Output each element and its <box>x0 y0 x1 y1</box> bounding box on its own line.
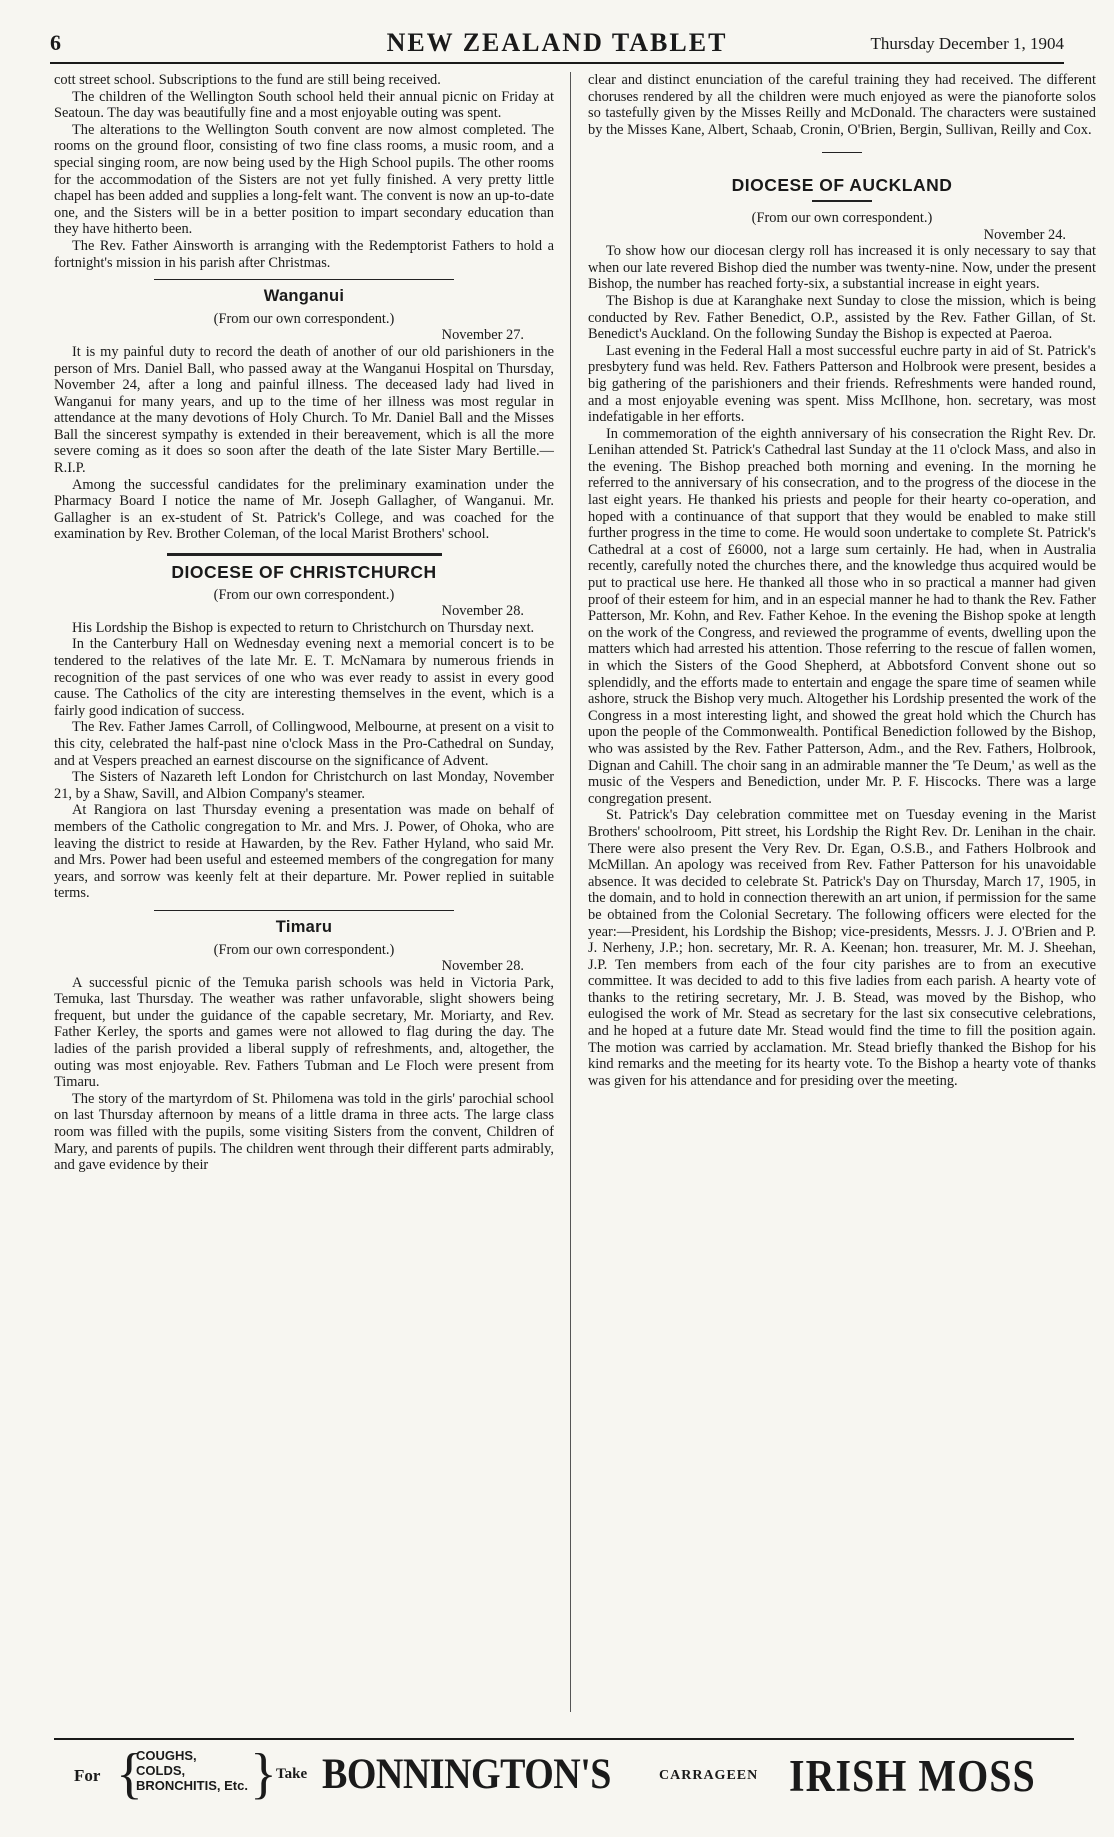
brace-icon: { <box>116 1743 143 1805</box>
brace-icon: } <box>250 1743 277 1805</box>
paragraph: At Rangiora on last Thursday evening a presentation was made on behalf of members of the Catholic congregation to Mr. and Mrs. J. Power, of Ohoka, who are leaving the district to reside at Hawarden, by the Rev. Father Hyland, who said Mr. and Mrs. Power had been useful and esteemed members of the congregation for many years, and sorrow was keenly felt at their departure. Mr. Power replied in suitable terms. <box>54 802 554 902</box>
paragraph: clear and distinct enunciation of the careful training they had received. The different choruses rendered by all the children were much enjoyed as were the pianoforte solos so tastefully given by the Misses Reilly and McDonald. The characters were sustained by the Misses Kane, Albert, Schaab, Cronin, O'Brien, Bergin, Sullivan, Reilly and Cox. <box>588 72 1096 138</box>
ad-product: IRISH MOSS <box>789 1749 1036 1802</box>
section-rule <box>812 200 873 202</box>
section-title-auckland: DIOCESE OF AUCKLAND <box>731 175 953 196</box>
paragraph: The Rev. Father James Carroll, of Collingwood, Melbourne, at present on a visit to this city, celebrated the half-past nine o'clock Mass in the Pro-Cathedral on Sunday, and at Vespers preached an earnest discourse on the significance of Advent. <box>54 719 554 769</box>
section-rule <box>822 152 863 153</box>
paragraph: In the Canterbury Hall on Wednesday evening next a memorial concert is to be tendered to the relatives of the late Mr. E. T. McNamara by numerous friends in recognition of the past services of one who was ever ready to assist in every good cause. The Catholics of the city are interesting themselves in the event, which is a fairly good indication of success. <box>54 636 554 719</box>
paragraph: The Bishop is due at Karanghake next Sunday to close the mission, which is being conducted by Rev. Father Benedict, O.P., assisted by the Rev. Father Gillan, of St. Benedict's Auckland. On the following Sunday the Bishop is expected at Paeroa. <box>588 292 1096 343</box>
ad-ailments <box>136 1748 248 1793</box>
page-header <box>50 28 1064 64</box>
ad-ailment: COUGHS, <box>136 1748 197 1763</box>
ad-for: For <box>74 1766 101 1785</box>
paragraph: The Sisters of Nazareth left London for Christchurch on last Monday, November 21, by a Shaw, Savill, and Albion Company's steamer. <box>54 769 554 802</box>
paragraph: A successful picnic of the Temuka parish schools was held in Victoria Park, Temuka, last Thursday. The weather was rather unfavorable, slight showers being frequent, but under the guidance of the capable secretary, Mr. Moriarty, and Rev. Father Kerley, the sports and games were not allowed to flag during the day. The ladies of the parish provided a liberal supply of refreshments, and, altogether, the outing was most enjoyable. Rev. Fathers Tubman and Le Floch were present from Timaru. <box>54 974 554 1091</box>
paragraph: To show how our diocesan clergy roll has increased it is only necessary to say that when our late revered Bishop died the number was twenty-nine. Now, under the present Bishop, the number has reached forty-six, a substantial increase in eight years. <box>588 243 1096 293</box>
masthead: NEW ZEALAND TABLET <box>386 28 728 57</box>
dateline: November 24. <box>983 226 1066 243</box>
dateline: November 27. <box>441 327 524 344</box>
ad-carrageen: CARRAGEEN <box>659 1768 759 1783</box>
ad-brand: BONNINGTON'S <box>322 1749 611 1799</box>
paragraph: The Rev. Father Ainsworth is arranging with the Redemptorist Fathers to hold a fortnight's mission in his parish after Christmas. <box>54 237 554 271</box>
dateline: November 28. <box>441 603 524 620</box>
section-title-wanganui: Wanganui <box>263 287 345 306</box>
byline: (From our own correspondent.) <box>751 209 933 226</box>
paragraph: Last evening in the Federal Hall a most successful euchre party in aid of St. Patrick's presbytery fund was held. Rev. Fathers Patterson and Holbrook were present, besides a big gathering of the parishioners and their friends. Refreshments were handed round, and a most enjoyable evening was spent. Miss McIlhone, hon. secretary, was most indefatigable in her efforts. <box>588 342 1096 426</box>
section-rule <box>154 279 454 280</box>
section-rule <box>154 910 454 911</box>
page-number: 6 <box>50 30 61 55</box>
section-rule <box>167 553 442 556</box>
ad-take: Take <box>276 1766 308 1782</box>
paragraph: The alterations to the Wellington South convent are now almost completed. The rooms on the ground floor, consisting of two fine class rooms, a music room, and a special singing room, are now being used by the High School pupils. The other rooms for the accommodation of the Sisters are not yet fully finished. A very pretty little chapel has been added and supplies a long-felt want. The convent is now an up-to-date one, and the Sisters will be in a better position to impart secondary education than they have hitherto been. <box>54 121 554 238</box>
paragraph: cott street school. Subscriptions to the fund are still being received. <box>54 72 441 88</box>
paragraph: The children of the Wellington South school held their annual picnic on Friday at Seatoun. The day was beautifully fine and a most enjoyable outing was spent. <box>54 88 554 122</box>
dateline: November 28. <box>441 958 524 975</box>
ad-ailment: BRONCHITIS, Etc. <box>136 1778 248 1793</box>
paragraph: St. Patrick's Day celebration committee met on Tuesday evening in the Marist Brothers' schoolroom, Pitt street, his Lordship the Right Rev. Dr. Lenihan in the chair. There were also present the Very Rev. Dr. Egan, O.S.B., and Fathers Holbrook and McMillan. An apology was received from Rev. Father Patterson for his unavoidable absence. It was decided to celebrate St. Patrick's Day on Thursday, March 17, 1905, in the domain, and to hold in connection therewith an art union, if permission for the same be obtained from the Colonial Secretary. The following officers were elected for the year:—President, his Lordship the Bishop; vice-presidents, Messrs. J. J. O'Brien and P. J. Nerheny, J.P.; hon. secretary, Mr. R. A. Keenan; hon. treasurer, Mr. M. J. Sheehan, J.P. Ten members from each of the four city parishes are to from an executive committee. It was decided to add to this five ladies from each parish. A hearty vote of thanks to the retiring secretary, Mr. J. B. Stead, was moved by the Bishop, who eulogised the work of Mr. Stead as secretary for the last six consecutive celebrations, and he hoped at a future date Mr. Stead would find the time to fill the position again. The motion was carried by acclamation. Mr. Stead briefly thanked the Bishop for his kind remarks and the meeting for its hearty vote. To the Bishop a hearty vote of thanks was given for his attendance and for presiding over the meeting. <box>588 807 1096 1089</box>
ad-ailment: COLDS, <box>136 1763 186 1778</box>
right-column <box>588 72 1096 1720</box>
section-title-christchurch: DIOCESE OF CHRISTCHURCH <box>171 562 437 583</box>
byline: (From our own correspondent.) <box>213 586 395 603</box>
section-title-timaru: Timaru <box>275 917 333 936</box>
paragraph: Among the successful candidates for the preliminary examination under the Pharmacy Board I notice the name of Mr. Joseph Gallagher, of Wanganui. Mr. Gallagher is an ex-student of St. Patrick's College, and was coached for the examination by Rev. Brother Coleman, of the local Marist Brothers' school. <box>54 476 554 543</box>
paragraph: His Lordship the Bishop is expected to return to Christchurch on Thursday next. <box>72 619 535 636</box>
byline: (From our own correspondent.) <box>213 941 395 958</box>
issue-date: Thursday December 1, 1904 <box>870 34 1064 53</box>
paragraph: It is my painful duty to record the death of another of our old parishioners in the person of Mrs. Daniel Ball, who passed away at the Wanganui Hospital on Thursday, November 24, after a long and painful illness. The deceased lady had lived in Wanganui for many years, and up to the time of her illness was most regular in attendance at the many devotions of Holy Church. To Mr. Daniel Ball and the Misses Ball the sincerest sympathy is extended in their bereavement, which is all the more severe coming as it does so soon after the death of the late Sister Mary Bertille.—R.I.P. <box>54 343 554 477</box>
left-column <box>54 72 554 1720</box>
advertisement <box>54 1738 1074 1808</box>
paragraph: In commemoration of the eighth anniversary of his consecration the Right Rev. Dr. Lenihan attended St. Patrick's Cathedral last Sunday at the 11 o'clock Mass, and also in the evening. The Bishop preached both morning and evening. In the morning he referred to the anniversary of his consecration, and to the progress of the diocese in the last eight years. He thanked his priests and people for their hearty co-operation, and hoped with a continuance of that support that they would be enabled to make still further progress in the time to come. He would soon undertake to complete St. Patrick's Cathedral at a cost of £6000, not a large sum certainly. He had, when in Australia recently, carefully noted the churches there, and the knowledge thus acquired would be put to practical use here. He thanked all those who in so practical a manner had given proof of their esteem for him, and in an especial manner he had to thank the Rev. Father Patterson, Mr. Kohn, and Rev. Father Kehoe. In the evening the Bishop spoke at length on the work of the Congress, and reviewed the programme of events, dwelling upon the matters which had arrested his attention. Those referring to the rescue of fallen women, in which the Sisters of the Good Shepherd, at Abbotsford Convent shone out so splendidly, and the efforts made to entertain and engage the spare time of seamen while ashore, struck the Bishop very much. Altogether his Lordship presented the work of the Congress in a most interesting light, and showed the great hold which the Church has upon the people of the Commonwealth. Pontifical Benediction followed by the Bishop, who was assisted by the Rev. Father Patterson, Adm., and the Rev. Fathers, Holbrook, Dignan and Cahill. The choir sang in an admirable manner the 'Te Deum,' as well as the music of the Vespers and Benediction, under Mr. P. F. Hiscocks. There was a large congregation present. <box>588 425 1096 807</box>
paragraph: The story of the martyrdom of St. Philomena was told in the girls' parochial school on last Thursday afternoon by means of a little drama in three acts. The large class room was filled with the pupils, some visiting Sisters from the convent, Children of Mary, and parents of pupils. The children went through their different parts admirably, and gave evidence by their <box>54 1090 554 1174</box>
column-divider <box>570 72 571 1712</box>
byline: (From our own correspondent.) <box>213 310 395 327</box>
